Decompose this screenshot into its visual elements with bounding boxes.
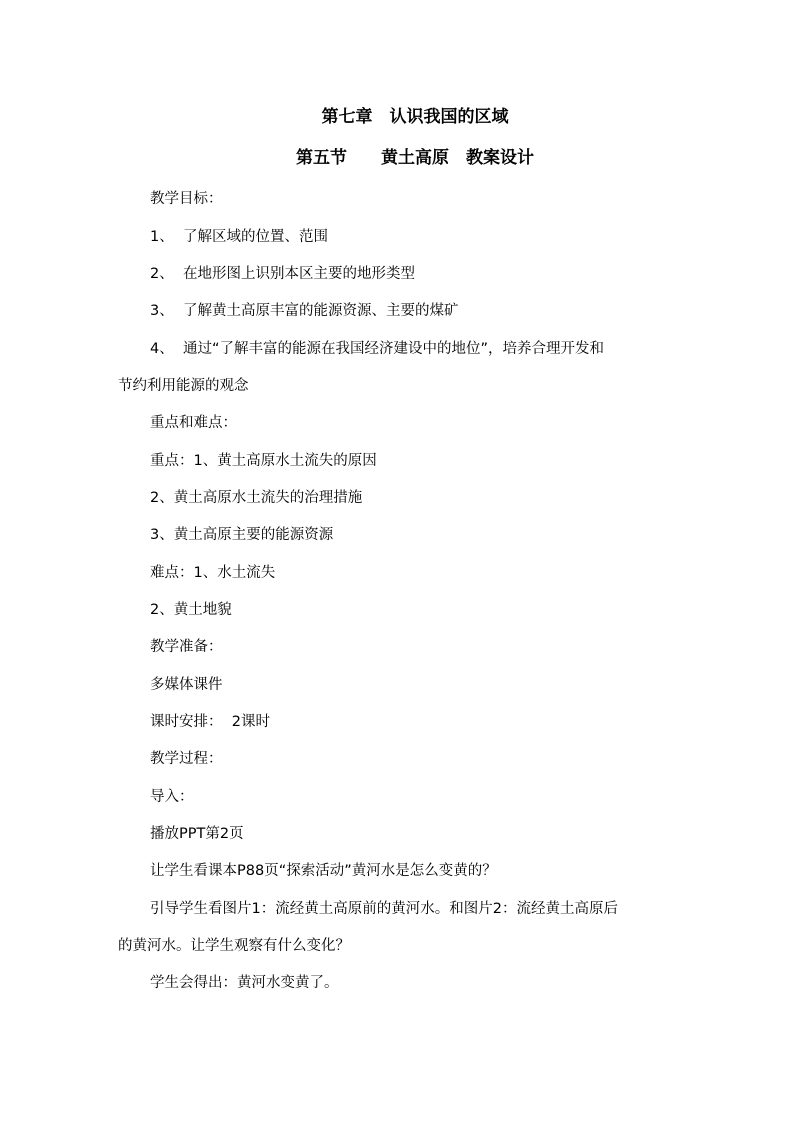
objective-item-2: 2、 在地形图上识别本区主要的地形类型 bbox=[150, 266, 415, 282]
difficulty-1: 难点：1、水土流失 bbox=[150, 565, 276, 581]
key-points-label: 重点和难点： bbox=[150, 415, 237, 431]
objective-item-1: 1、 了解区域的位置、范围 bbox=[150, 229, 328, 245]
intro-step-4: 学生会得出：黄河水变黄了。 bbox=[150, 975, 339, 991]
intro-step-1: 播放PPT第2页 bbox=[150, 826, 244, 842]
objective-item-3: 3、 了解黄土高原丰富的能源资源、主要的煤矿 bbox=[150, 303, 459, 319]
objective-item-4-line-1: 4、 通过“了解丰富的能源在我国经济建设中的地位”，培养合理开发和 bbox=[150, 341, 604, 357]
chapter-title: 第七章 认识我国的区域 bbox=[321, 107, 509, 127]
section-title: 第五节 黄土高原 教案设计 bbox=[296, 148, 534, 168]
prep-content: 多媒体课件 bbox=[150, 677, 223, 693]
process-label: 教学过程： bbox=[150, 751, 223, 767]
key-point-2: 2、黄土高原水土流失的治理措施 bbox=[150, 490, 363, 506]
key-point-1: 重点：1、黄土高原水土流失的原因 bbox=[150, 453, 377, 469]
objective-item-4-line-2: 节约利用能源的观念 bbox=[118, 378, 249, 394]
intro-label: 导入： bbox=[150, 789, 194, 805]
prep-label: 教学准备： bbox=[150, 639, 223, 655]
key-point-3: 3、黄土高原主要的能源资源 bbox=[150, 527, 334, 543]
objectives-label: 教学目标： bbox=[150, 191, 223, 207]
intro-step-2: 让学生看课本P88页“探索活动”黄河水是怎么变黄的？ bbox=[150, 863, 497, 879]
schedule: 课时安排： 2课时 bbox=[150, 714, 270, 730]
difficulty-2: 2、黄土地貌 bbox=[150, 602, 232, 618]
intro-step-3-line-2: 的黄河水。让学生观察有什么变化？ bbox=[118, 938, 350, 954]
intro-step-3-line-1: 引导学生看图片1：流经黄土高原前的黄河水。和图片2：流经黄土高原后 bbox=[150, 901, 618, 917]
